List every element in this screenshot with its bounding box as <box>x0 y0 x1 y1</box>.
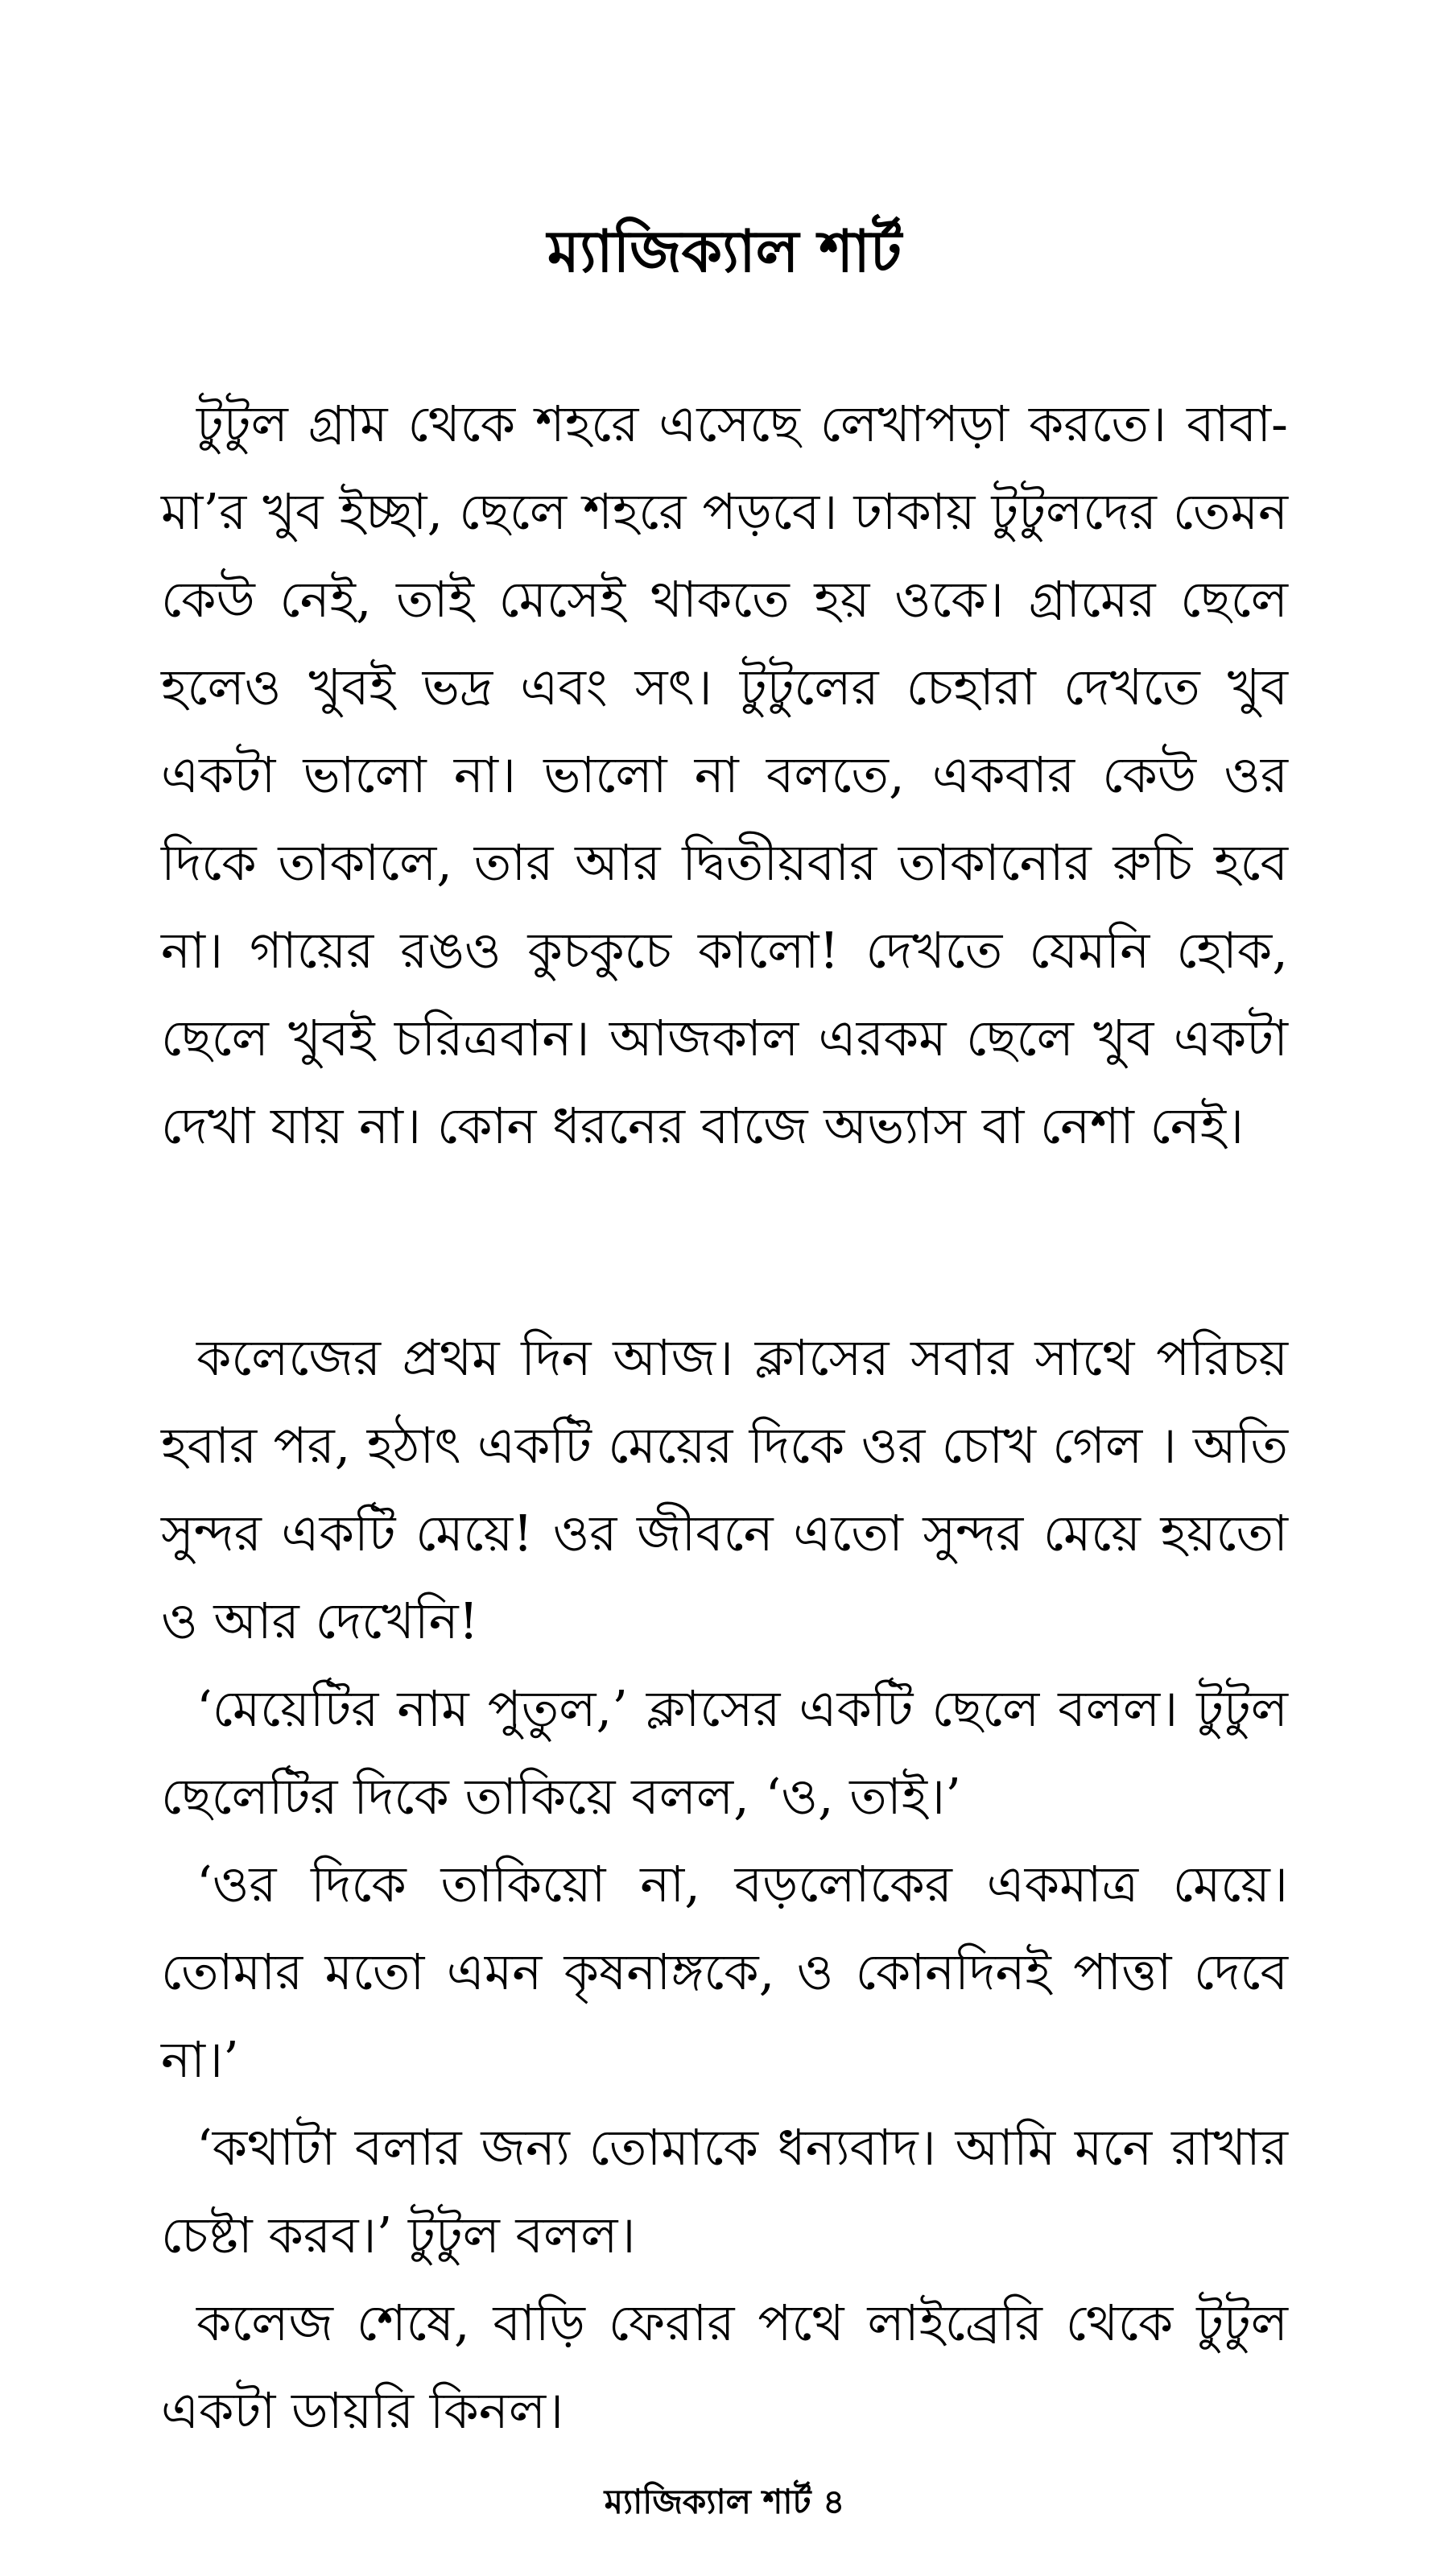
page-title: ম্যাজিক্যাল শার্ট <box>547 217 902 285</box>
paragraph: ‘মেয়েটির নাম পুতুল,’ ক্লাসের একটি ছেলে বলল। টুটুল ছেলেটির দিকে তাকিয়ে বলল, ‘ও, তাই।’ <box>161 1679 1288 1826</box>
paragraph: ‘কথাটা বলার জন্য তোমাকে ধন্যবাদ। আমি মনে রাখার চেষ্টা করব।’ টুটুল বলল। <box>161 2118 1288 2264</box>
text-section-2 <box>161 1314 1288 2454</box>
text-section-1 <box>161 380 1288 1170</box>
paragraph: কলেজ শেষে, বাড়ি ফেরার পথে লাইব্রেরি থেকে টুটুল একটা ডায়রি কিনল। <box>161 2293 1288 2440</box>
paragraph: ‘ওর দিকে তাকিয়ো না, বড়লোকের একমাত্র মেয়ে। তোমার মতো এমন কৃষনাঙ্গকে, ও কোনদিনই পাত্তা দেবে না।’ <box>161 1855 1288 2089</box>
paragraph: টুটুল গ্রাম থেকে শহরে এসেছে লেখাপড়া করতে। বাবা-মা’র খুব ইচ্ছা, ছেলে শহরে পড়বে। ঢাকায় টুটুলদের তেমন কেউ নেই, তাই মেসেই থাকতে হয় ওকে। গ্রামের ছেলে হলেও খুবই ভদ্র এবং সৎ। টুটুলের চেহারা দেখতে খুব একটা ভালো না। ভালো না বলতে, একবার কেউ ওর দিকে তাকালে, তার আর দ্বিতীয়বার তাকানোর রুচি হবে না। গায়ের রঙও কুচকুচে কালো! দেখতে যেমনি হোক, ছেলে খুবই চরিত্রবান। আজকাল এরকম ছেলে খুব একটা দেখা যায় না। কোন ধরনের বাজে অভ্যাস বা নেশা নেই। <box>161 394 1288 1155</box>
page-footer: ম্যাজিক্যাল শার্ট ৪ <box>604 2482 845 2521</box>
paragraph: কলেজের প্রথম দিন আজ। ক্লাসের সবার সাথে পরিচয় হবার পর, হঠাৎ একটি মেয়ের দিকে ওর চোখ গেল । অতি সুন্দর একটি মেয়ে! ওর জীবনে এতো সুন্দর মেয়ে হয়তো ও আর দেখেনি! <box>161 1328 1288 1650</box>
